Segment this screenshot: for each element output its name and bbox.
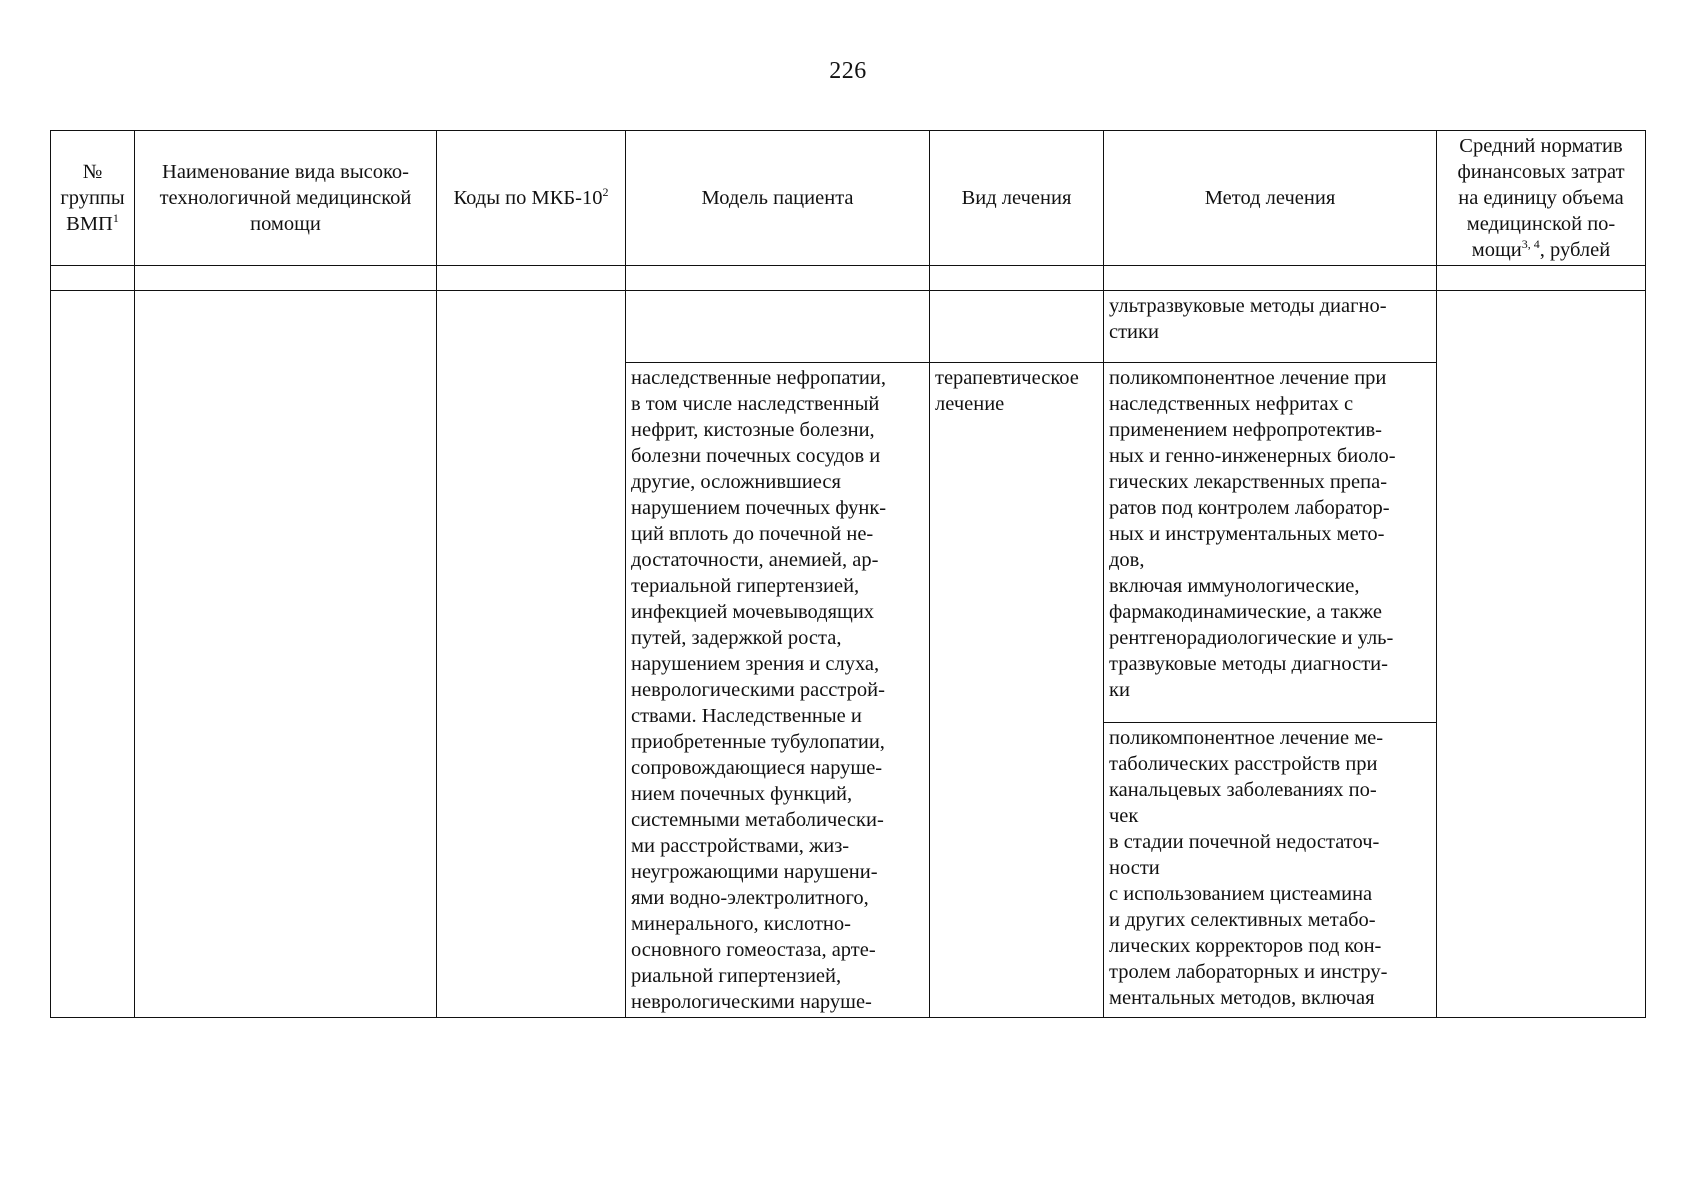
header-care-type-name: Наименование вида высоко- технологичной медицинской помощи <box>135 131 437 266</box>
table-row <box>51 291 1646 363</box>
header-row <box>51 131 1646 266</box>
treatment-table <box>50 130 1645 1018</box>
spacer-row <box>51 266 1646 291</box>
cell-care-type-name <box>135 291 437 1018</box>
header-icd-codes: Коды по МКБ-$10^2$ <box>437 131 626 266</box>
cell-method-nephritis: поликомпонентное лечение при наследственных нефритах с применением нефропротектив- ных и генно-инженерных биоло- гических лекарственных препа- ратов под контролем лаборатор- ных и инструментальных мето- дов, включая иммунологические, фармакодинамические, а также рентгенорадиологические и уль- тразвуковые методы диагности- ки <box>1104 363 1437 723</box>
cell-treatment-type-empty <box>930 291 1104 363</box>
cell-cost-norm <box>1437 291 1646 1018</box>
cell-treatment-type: терапевтическое лечение <box>930 363 1104 1018</box>
cell-method-ultrasound: ультразвуковые методы диагно- стики <box>1104 291 1437 363</box>
header-patient-model: Модель пациента <box>626 131 930 266</box>
cell-patient-model: наследственные нефропатии, в том числе наследственный нефрит, кистозные болезни, болезни почечных сосудов и другие, осложнившиеся нарушением почечных функ- ций вплоть до почечной не- достаточности, анемией, ар- териальной гипертензией, инфекцией мочевыводящих путей, задержкой роста, нарушением зрения и слуха, неврологическими расстрой- ствами. Наследственные и приобретенные тубулопатии, сопровождающиеся наруше- нием почечных функций, системными метаболически- ми расстройствами, жиз- неугрожающими нарушени- ями водно-электролитного, минерального, кислотно- основного гомеостаза, арте- риальной гипертензией, неврологическими наруше- <box>626 363 930 1018</box>
header-cost-norm: Средний норматив финансовых затрат на единицу объема медицинской по- мощи$^{3, 4}$, рублей <box>1437 131 1646 266</box>
header-treatment-type: Вид лечения <box>930 131 1104 266</box>
header-group-number: № группы ВМП$^1$ <box>51 131 135 266</box>
cell-icd-codes <box>437 291 626 1018</box>
cell-method-metabolic: поликомпонентное лечение ме- таболических расстройств при канальцевых заболеваниях по- чек в стадии почечной недостаточ- ности с использованием цистеамина и других селективных метабо- лических корректоров под кон- тролем лабораторных и инстру- ментальных методов, включая <box>1104 722 1437 1017</box>
page-number: 226 <box>829 58 867 84</box>
cell-patient-model-empty <box>626 291 930 363</box>
header-treatment-method: Метод лечения <box>1104 131 1437 266</box>
cell-group-number <box>51 291 135 1018</box>
